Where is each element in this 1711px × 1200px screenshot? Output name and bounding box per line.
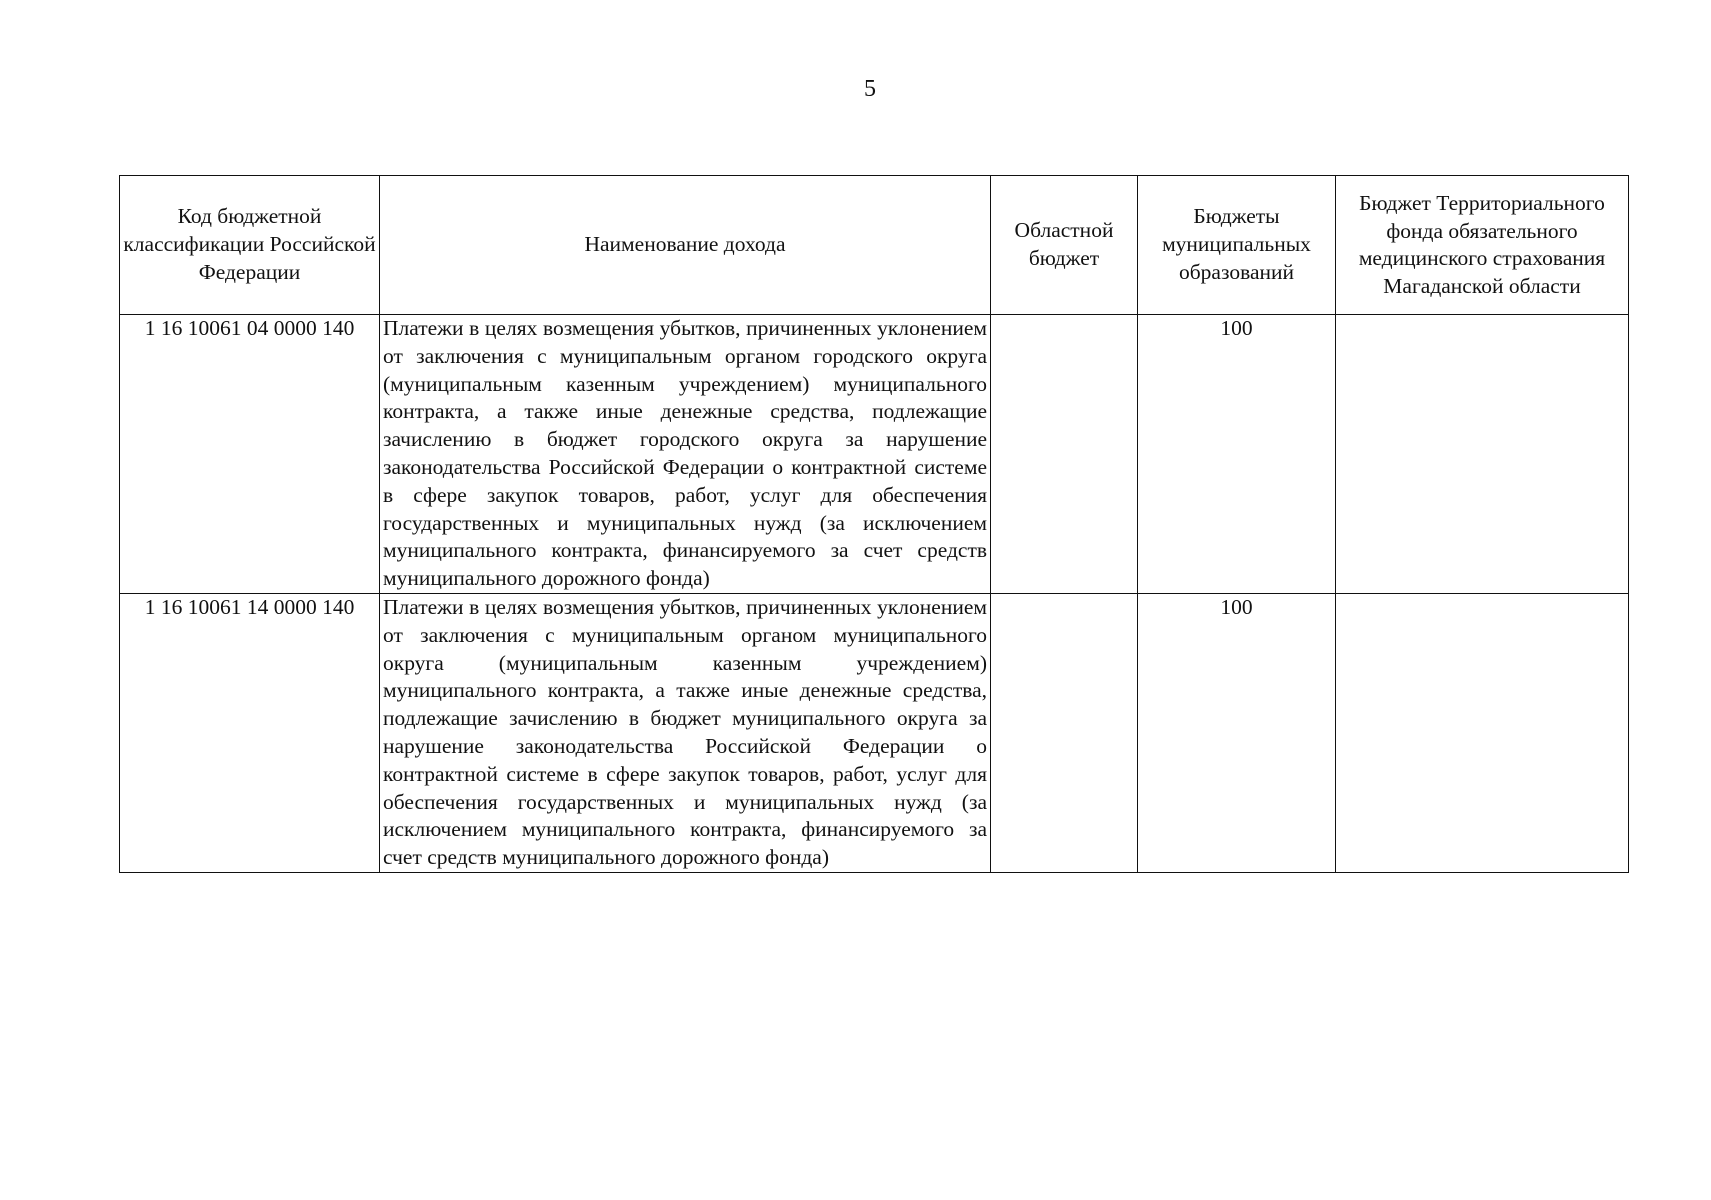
income-distribution-table (119, 175, 1629, 873)
header-code: Код бюджетной классификации Российской Федерации (120, 176, 380, 315)
row-tfoms-value (1336, 315, 1629, 594)
page-number: 5 (864, 76, 876, 102)
row-municipal-value: 100 (1138, 315, 1336, 594)
row-regional-value (991, 593, 1138, 872)
header-name: Наименование дохода (380, 176, 991, 315)
row-code: 1 16 10061 14 0000 140 (120, 593, 380, 872)
row-income-name: Платежи в целях возмещения убытков, причиненных уклонением от заключения с муниципальным органом муниципального округа (муниципальным казенным учреждением) муниципального контракта, а также иные денежные средства, подлежащие зачислению в бюджет муниципального округа за нарушение законодательства Российской Федерации о контрактной системе в сфере закупок товаров, работ, услуг для обеспечения государственных и муниципальных нужд (за исключением муниципального контракта, финансируемого за счет средств муниципального дорожного фонда) (380, 593, 991, 872)
table-header-row (120, 176, 1629, 315)
table-row (120, 593, 1629, 872)
row-regional-value (991, 315, 1138, 594)
row-tfoms-value (1336, 593, 1629, 872)
header-municipal-budgets: Бюджеты муниципальных образований (1138, 176, 1336, 315)
header-tfoms-budget: Бюджет Территориального фонда обязательного медицинского страхования Магаданской области (1336, 176, 1629, 315)
row-municipal-value: 100 (1138, 593, 1336, 872)
row-code: 1 16 10061 04 0000 140 (120, 315, 380, 594)
row-income-name: Платежи в целях возмещения убытков, причиненных уклонением от заключения с муниципальным органом городского округа (муниципальным казенным учреждением) муниципального контракта, а также иные денежные средства, подлежащие зачислению в бюджет городского округа за нарушение законодательства Российской Федерации о контрактной системе в сфере закупок товаров, работ, услуг для обеспечения государственных и муниципальных нужд (за исключением муниципального контракта, финансируемого за счет средств муниципального дорожного фонда) (380, 315, 991, 594)
table-row (120, 315, 1629, 594)
header-regional-budget: Областной бюджет (991, 176, 1138, 315)
